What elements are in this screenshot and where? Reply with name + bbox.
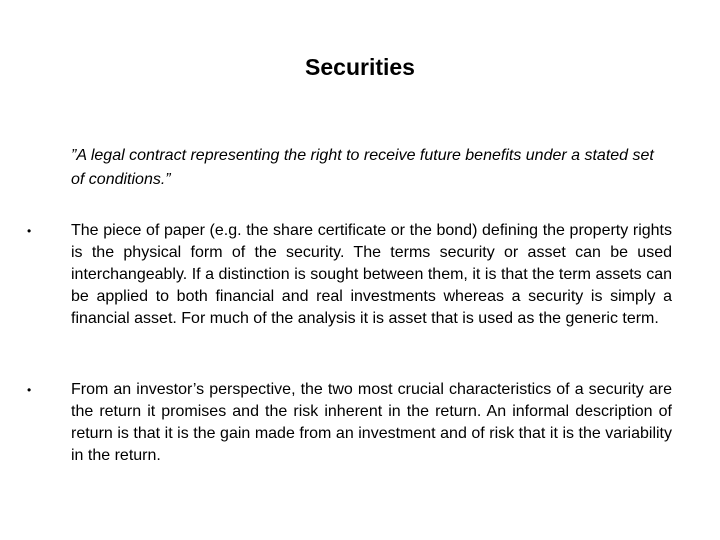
slide-title: Securities [305, 54, 415, 80]
bullet-text: From an investor’s perspective, the two most crucial characteristics of a security are the return it promises and the risk inherent in the return. An informal description of return is that it is the gain made from an investment and of risk that it is the variability in the return. [71, 381, 672, 464]
bullet-text: The piece of paper (e.g. the share certificate or the bond) defining the property rights is the physical form of the security. The terms security or asset can be used interchangeably. If a distinction is sought between them, it is that the term assets can be applied to both financial and real investments whereas a security is simply a financial asset. For much of the analysis it is asset that is used as the generic term. [71, 222, 672, 327]
bullet-marker: • [27, 383, 32, 397]
bullet-marker: • [27, 224, 32, 238]
definition-quote: ”A legal contract representing the right to receive future benefits under a stated set of conditions.” [71, 147, 654, 188]
